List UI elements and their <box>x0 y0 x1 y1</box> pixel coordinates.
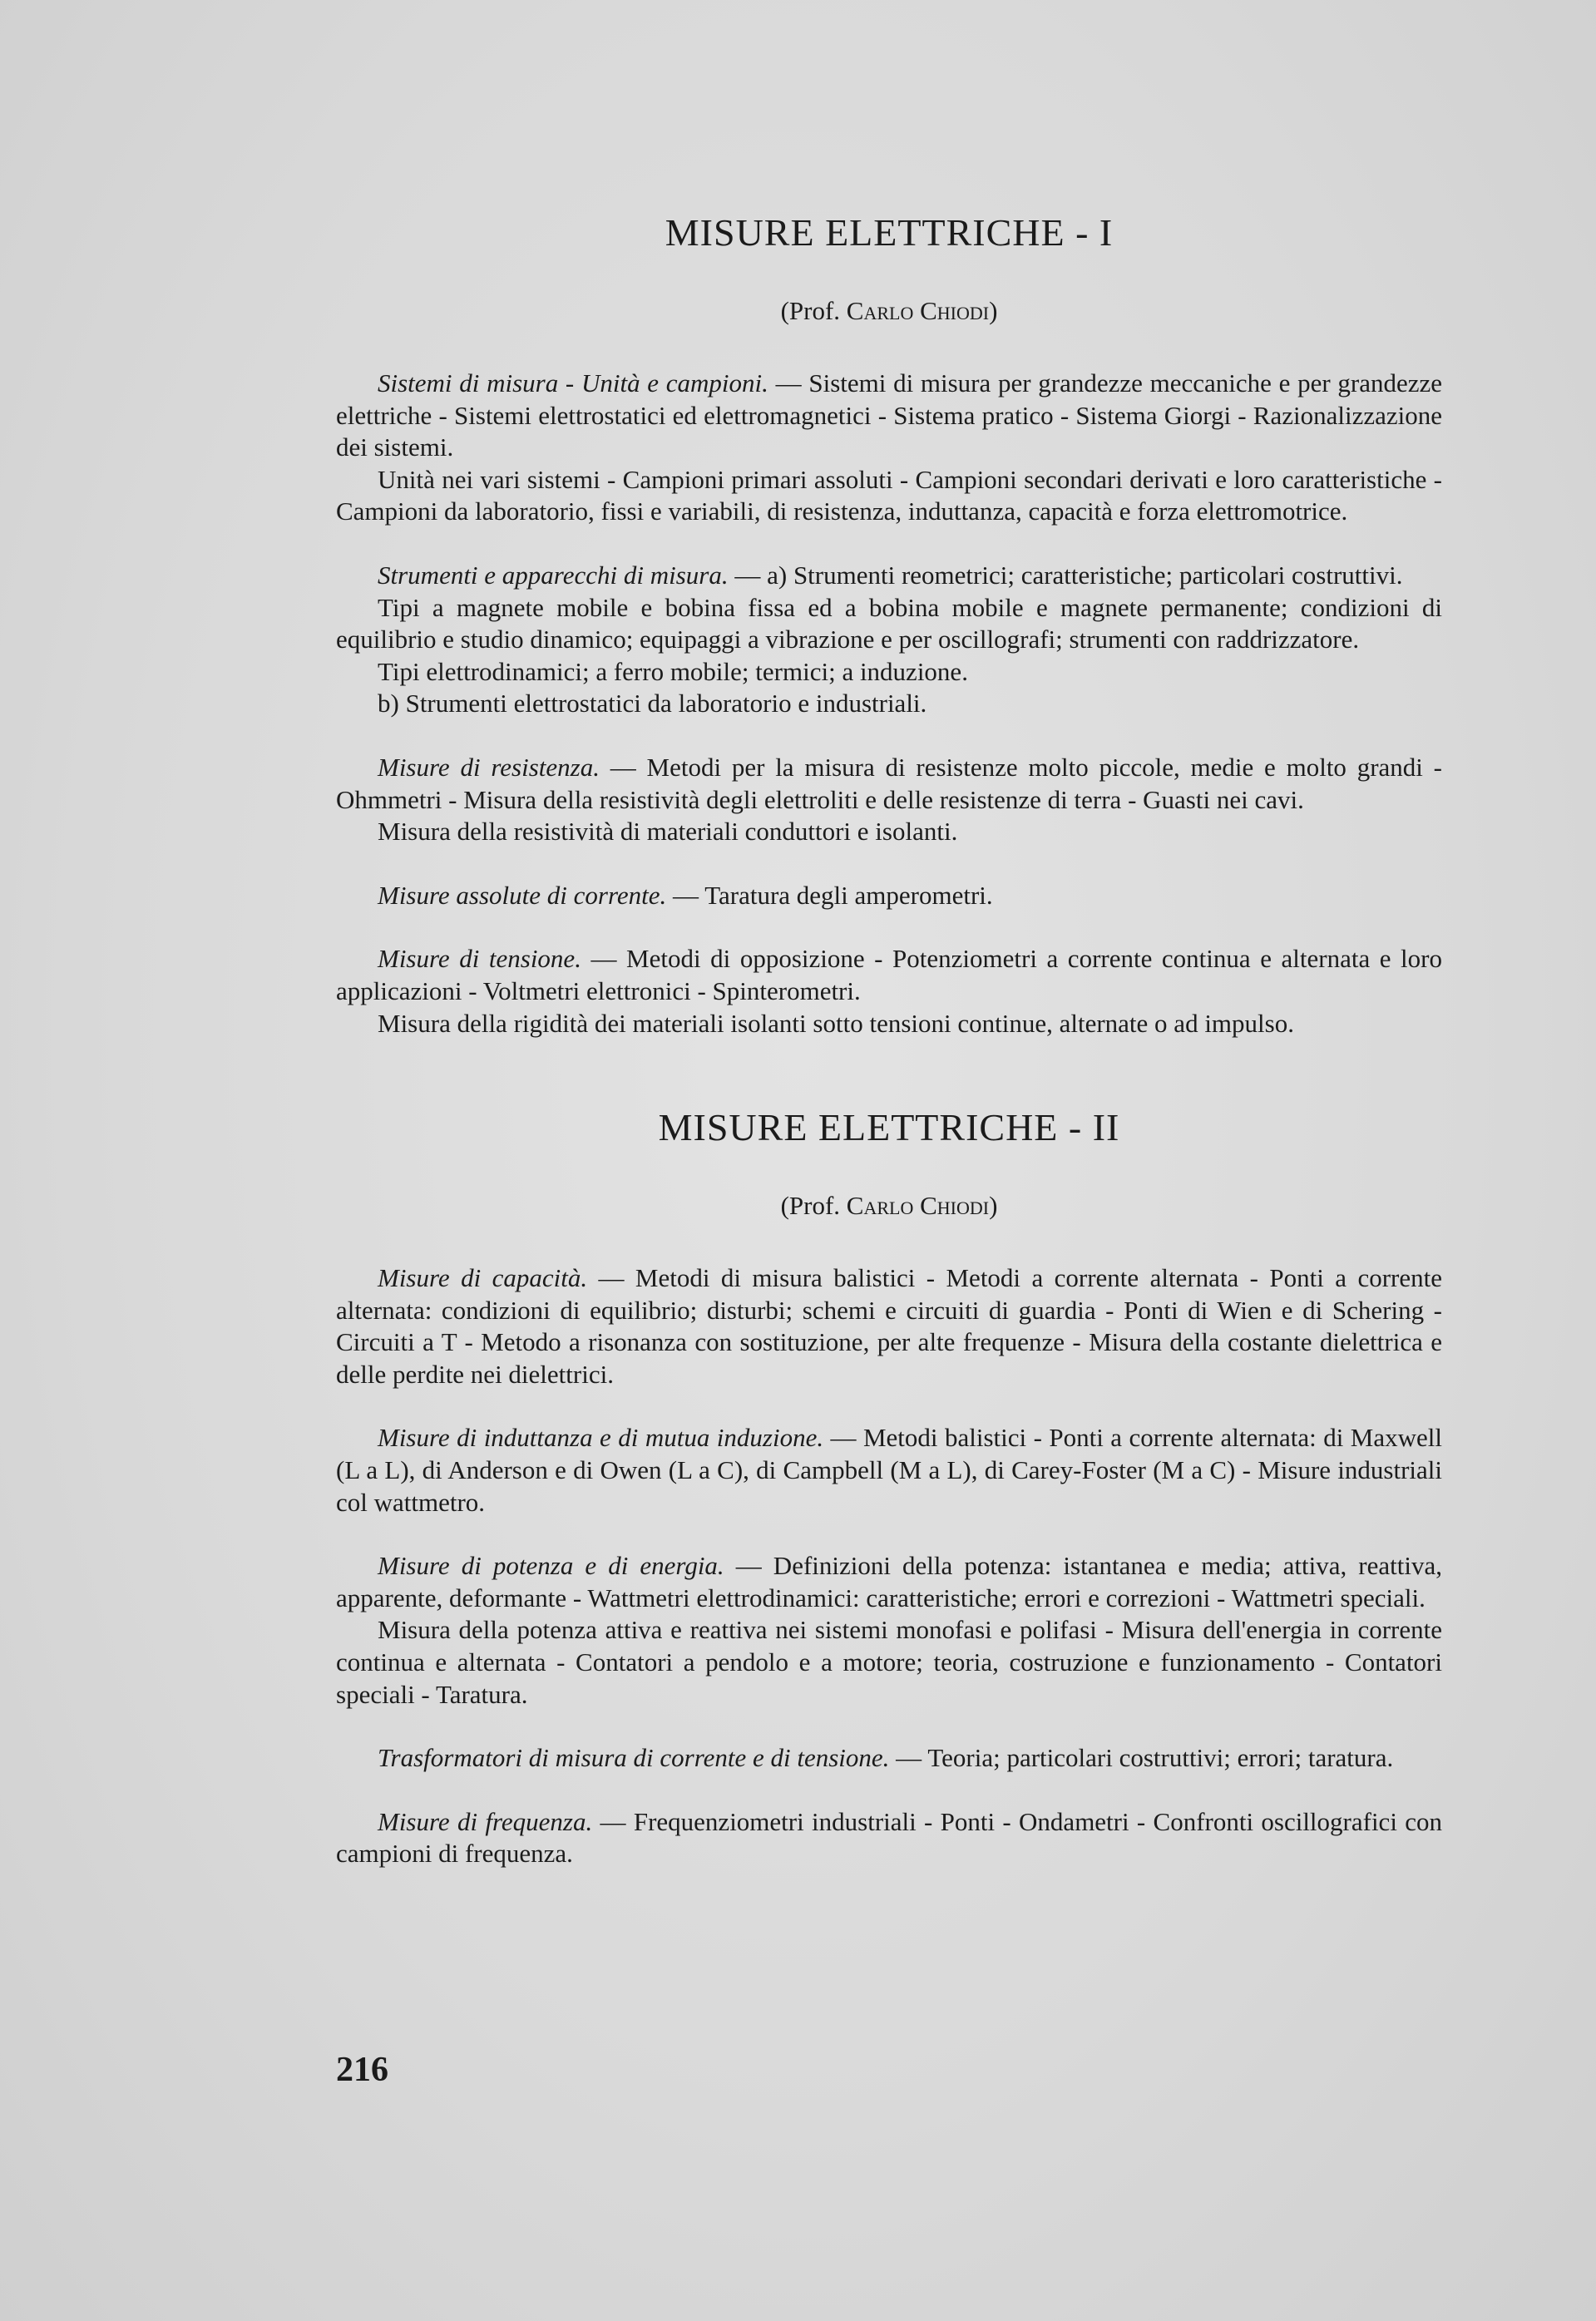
paragraph <box>336 1806 1442 1870</box>
paragraph-text: — Definizioni della potenza: istantanea e media; attiva, reattiva, apparente, deformante - Wattmetri elettrodinamici: caratteristiche; errori e correzioni - Wattmetri speciali. <box>336 1551 1442 1612</box>
paragraph-text: Tipi elettrodinamici; a ferro mobile; termici; a induzione. <box>378 656 968 686</box>
paragraph-text: Misura della potenza attiva e reattiva nei sistemi monofasi e polifasi - Misura dell'energia in corrente continua e alternata - Contatori a pendolo e a motore; teoria, costruzione e funzionamento - Contatori speciali - Taratura. <box>336 1615 1442 1709</box>
paragraph <box>336 464 1442 528</box>
paragraph-text: — a) Strumenti reometrici; caratteristiche; particolari costruttivi. <box>728 560 1403 590</box>
paragraph <box>336 656 1442 689</box>
paragraph <box>336 560 1442 592</box>
paragraph <box>336 688 1442 720</box>
paragraph <box>336 1422 1442 1519</box>
prof-suffix: ) <box>989 296 998 325</box>
topic-heading: Misure di potenza e di energia. <box>378 1551 724 1581</box>
paragraph-text: — Taratura degli amperometri. <box>666 880 993 910</box>
topic-heading: Strumenti e apparecchi di misura. <box>378 560 729 590</box>
professor-name: Carlo Chiodi <box>846 296 990 325</box>
paragraph-text: — Metodi di misura balistici - Metodi a corrente alternata - Ponti a corrente alternata: condizioni di equilibrio; disturbi; schemi e circuiti di guardia - Ponti di Wien e di Schering - Circuiti a T - Metodo a risonanza con sostituzione, per alte frequenze - Misura della costante dielettrica e delle perdite nei dielettrici. <box>336 1263 1442 1389</box>
topic-heading: Misure di frequenza. <box>378 1806 593 1836</box>
prof-prefix: (Prof. <box>780 1191 847 1221</box>
section-title: MISURE ELETTRICHE - I <box>665 211 1114 254</box>
topic-heading: Misure di resistenza. <box>378 752 600 782</box>
paragraph-text: Misura della resistività di materiali conduttori e isolanti. <box>378 817 958 847</box>
professor-name: Carlo Chiodi <box>846 1191 990 1221</box>
section-title: MISURE ELETTRICHE - II <box>658 1106 1120 1149</box>
paragraph <box>336 368 1442 464</box>
paragraph-text: — Frequenziometri industriali - Ponti - Ondametri - Confronti oscillografici con campioni di frequenza. <box>336 1806 1442 1869</box>
paragraph <box>336 816 1442 848</box>
paragraph <box>336 1550 1442 1614</box>
paragraph-text: Unità nei vari sistemi - Campioni primari assoluti - Campioni secondari derivati e loro caratteristiche - Campioni da laboratorio, fissi e variabili, di resistenza, induttanza, capacità e forza elettromotrice. <box>336 464 1442 526</box>
paragraph-text: Tipi a magnete mobile e bobina fissa ed a bobina mobile e magnete permanente; condizioni di equilibrio e studio dinamico; equipaggi a vibrazione e per oscillografi; strumenti con raddrizzatore. <box>336 592 1442 654</box>
topic-heading: Misure di induttanza e di mutua induzione. <box>378 1423 824 1453</box>
paragraph <box>336 592 1442 656</box>
section-misure-elettriche-2 <box>336 1103 1442 1870</box>
paragraph-text: — Metodi di opposizione - Potenziometri a corrente continua e alternata e loro applicazioni - Voltmetri elettronici - Spinterometri. <box>336 944 1442 1005</box>
page-number: 216 <box>336 2051 388 2089</box>
paragraph <box>336 1008 1442 1040</box>
topic-heading: Misure di tensione. <box>378 944 581 974</box>
paragraph <box>336 1614 1442 1711</box>
prof-prefix: (Prof. <box>780 296 847 325</box>
paragraph-text: — Metodi per la misura di resistenze molto piccole, medie e molto grandi - Ohmmetri - Misura della resistività degli elettroliti e delle resistenze di terra - Guasti nei cavi. <box>336 752 1443 814</box>
prof-suffix: ) <box>989 1191 998 1221</box>
paragraph <box>336 943 1442 1007</box>
page-content <box>336 208 1442 1870</box>
paragraph-text: b) Strumenti elettrostatici da laboratorio e industriali. <box>378 689 927 719</box>
paragraph <box>336 1742 1442 1775</box>
topic-heading: Sistemi di misura - Unità e campioni. <box>378 368 768 398</box>
paragraph-text: — Sistemi di misura per grandezze meccaniche e per grandezze elettriche - Sistemi elettrostatici ed elettromagnetici - Sistema pratico - Sistema Giorgi - Razionalizzazione dei sistemi. <box>336 368 1442 462</box>
paragraph <box>336 880 1442 912</box>
professor-line <box>336 294 1442 328</box>
topic-heading: Trasformatori di misura di corrente e di tensione. <box>378 1743 890 1773</box>
section-misure-elettriche-1 <box>336 208 1442 1040</box>
paragraph <box>336 752 1442 816</box>
paragraph <box>336 1262 1442 1390</box>
paragraph-text: Misura della rigidità dei materiali isolanti sotto tensioni continue, alternate o ad impulso. <box>378 1008 1294 1038</box>
paragraph-text: — Teoria; particolari costruttivi; errori; taratura. <box>889 1743 1394 1773</box>
topic-heading: Misure di capacità. <box>378 1263 588 1293</box>
paragraph-text: — Metodi balistici - Ponti a corrente alternata: di Maxwell (L a L), di Anderson e di Owen (L a C), di Campbell (M a L), di Carey-Foster (M a C) - Misure industriali col wattmetro. <box>336 1423 1443 1517</box>
topic-heading: Misure assolute di corrente. <box>378 880 667 910</box>
professor-line <box>336 1189 1442 1222</box>
